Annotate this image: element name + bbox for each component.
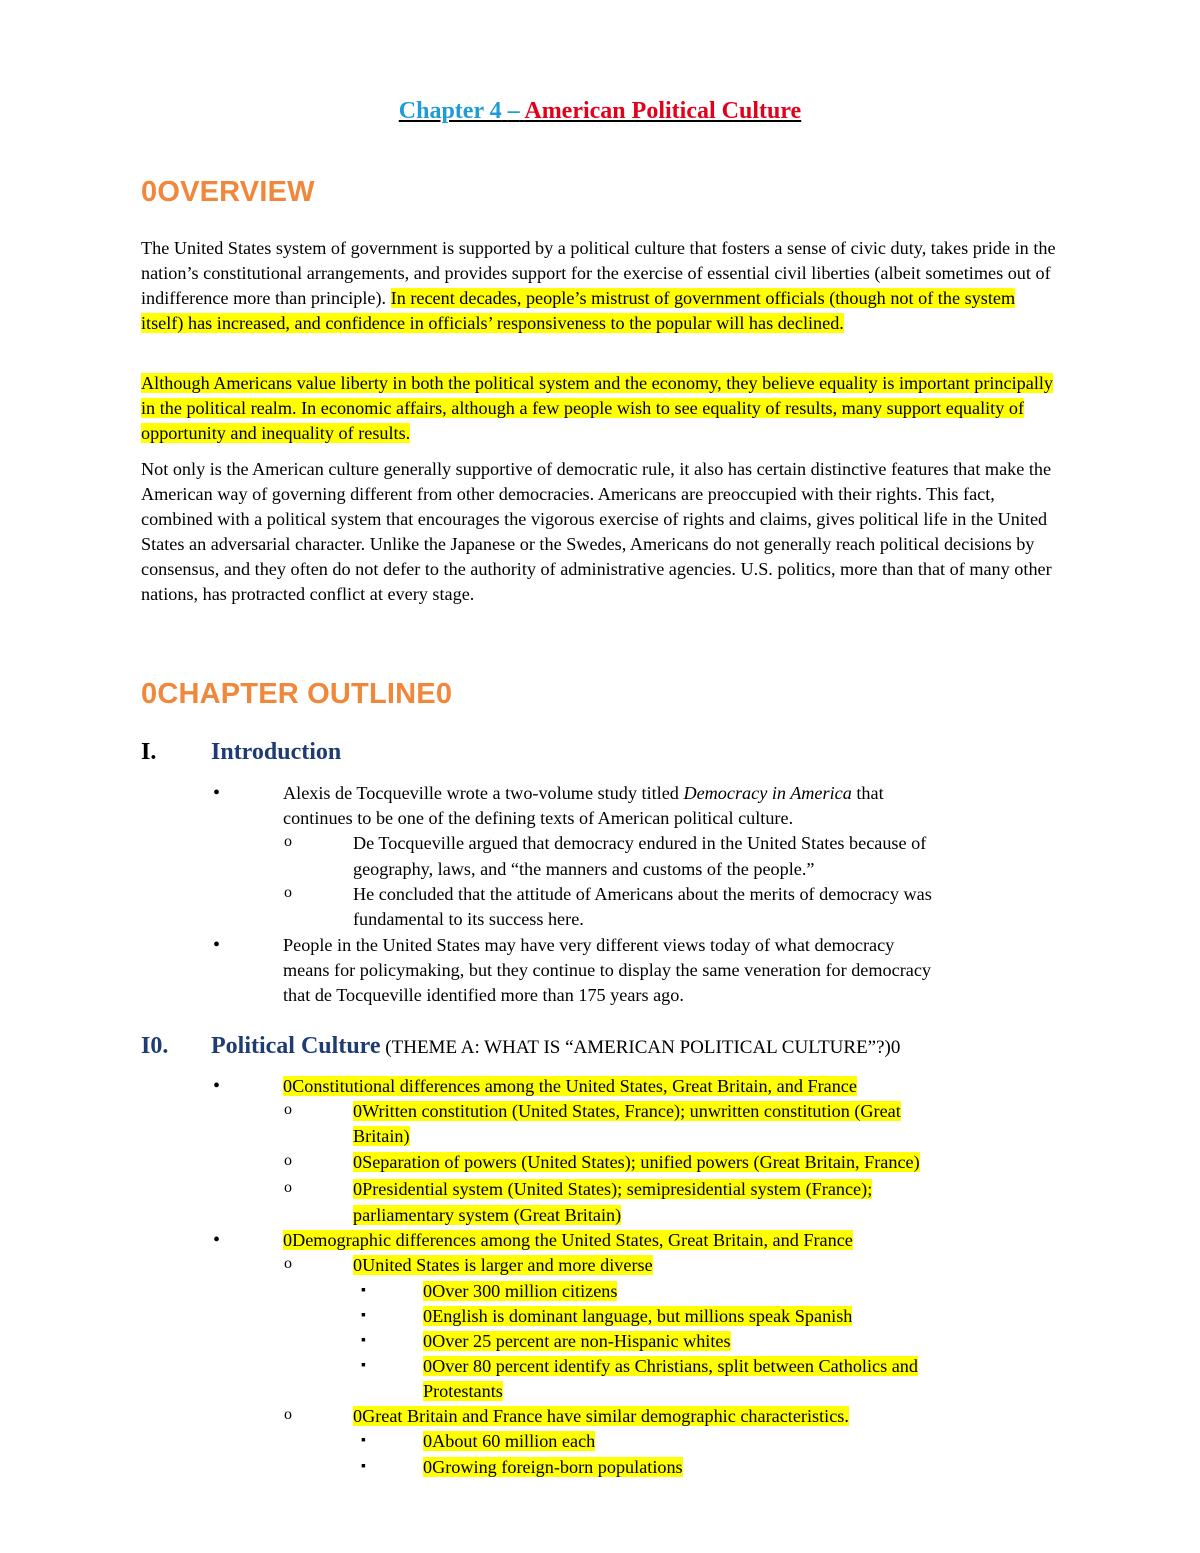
overview-paragraph-2 — [141, 371, 1056, 446]
section-1-title: Introduction — [211, 739, 342, 765]
s2-b1-s1-line1 — [353, 1099, 901, 1124]
s2-b2-s1-i4-text2: Protestants — [423, 1381, 503, 1401]
s2-b2-s1-i4-line1 — [423, 1354, 918, 1379]
sub-bullet-icon: o — [284, 833, 292, 850]
s2-b2-s1-i3 — [423, 1329, 731, 1354]
s2-b1-s3-line2 — [353, 1203, 621, 1228]
s2-b2-s2-text: 0Great Britain and France have similar demographic characteristics. — [353, 1406, 849, 1426]
square-bullet-icon: ▪ — [361, 1358, 366, 1373]
s1-b1-book-title: Democracy in America — [683, 783, 852, 803]
sub-bullet-icon: o — [284, 884, 292, 901]
s2-b2-s1-i1-text: 0Over 300 million citizens — [423, 1281, 618, 1301]
s2-b2-s1-i4-text1: 0Over 80 percent identify as Christians, split between Catholics and — [423, 1356, 918, 1376]
section-2-number: I0. — [141, 1033, 169, 1059]
s2-b2-s1-i2-text: 0English is dominant language, but millions speak Spanish — [423, 1306, 853, 1326]
section-2-title-text: Political Culture — [211, 1033, 381, 1059]
sub-bullet-icon: o — [284, 1255, 292, 1272]
s2-b2-s2 — [353, 1404, 849, 1429]
s2-b2-s1-text: 0United States is larger and more diverse — [353, 1255, 653, 1275]
square-bullet-icon: ▪ — [361, 1283, 366, 1298]
s2-b2 — [283, 1228, 853, 1253]
s2-b1 — [283, 1074, 857, 1099]
outline-heading: 0CHAPTER OUTLINE0 — [141, 678, 453, 710]
s2-b1-s1-text1: 0Written constitution (United States, France); unwritten constitution (Great — [353, 1101, 901, 1121]
s2-b2-s2-i1-text: 0About 60 million each — [423, 1431, 596, 1451]
s2-b1-s3-text2: parliamentary system (Great Britain) — [353, 1205, 622, 1225]
bullet-icon: • — [213, 782, 221, 804]
s2-b2-s1-i2 — [423, 1304, 852, 1329]
s2-b2-s2-i2 — [423, 1455, 683, 1480]
s2-b2-s1-i1 — [423, 1279, 617, 1304]
s1-b2-line1: People in the United States may have very different views today of what democracy — [283, 935, 895, 955]
square-bullet-icon: ▪ — [361, 1433, 366, 1448]
s1-b2-line3: that de Tocqueville identified more than 175 years ago. — [283, 985, 684, 1005]
title-dash: – — [507, 98, 520, 124]
s1-b1-text-b: that — [856, 783, 884, 803]
s1-sub1-line1: De Tocqueville argued that democracy endured in the United States because of — [353, 833, 927, 853]
s2-b2-s2-i2-text: 0Growing foreign-born populations — [423, 1457, 683, 1477]
s2-b2-text: 0Demographic differences among the United States, Great Britain, and France — [283, 1230, 853, 1250]
bullet-icon: • — [213, 934, 221, 956]
overview-p1-highlight: In recent decades, people’s mistrust of government officials (though not of the system itself) has increased, and confidence in officials’ responsiveness to the popular will has declined. — [141, 288, 1016, 333]
square-bullet-icon: ▪ — [361, 1459, 366, 1474]
s2-b1-text: 0Constitutional differences among the United States, Great Britain, and France — [283, 1076, 857, 1096]
title-subject: American Political Culture — [524, 98, 802, 124]
s1-b1-line2: continues to be one of the defining texts of American political culture. — [283, 808, 794, 828]
s2-b1-s2 — [353, 1150, 920, 1175]
s1-b1-line1 — [283, 781, 884, 806]
sub-bullet-icon: o — [284, 1152, 292, 1169]
square-bullet-icon: ▪ — [361, 1333, 366, 1348]
bullet-icon: • — [213, 1229, 221, 1251]
s2-b2-s1-i4-line2 — [423, 1379, 503, 1404]
s2-b2-s2-i1 — [423, 1429, 595, 1454]
s2-b1-s2-text: 0Separation of powers (United States); unified powers (Great Britain, France) — [353, 1152, 920, 1172]
overview-paragraph-1 — [141, 236, 1056, 336]
overview-paragraph-3: Not only is the American culture generally supportive of democratic rule, it also has certain distinctive features that make the American way of governing different from other democracies. Americans are preoccupied with their rights. This fact, combined with a political system that encourages the vigorous exercise of rights and claims, gives political life in the United States an adversarial character. Unlike the Japanese or the Swedes, Americans do not generally reach political decisions by consensus, and they often do not defer to the authority of administrative agencies. U.S. politics, more than that of many other nations, has protracted conflict at every stage. — [141, 459, 1052, 604]
page-title — [0, 98, 1200, 125]
s2-b2-s1-i3-text: 0Over 25 percent are non-Hispanic whites — [423, 1331, 731, 1351]
overview-p2-highlight: Although Americans value liberty in both the political system and the economy, they believe equality is important principally in the political realm. In economic affairs, although a few people wish to see equality of results, many support equality of opportunity and inequality of results. — [141, 373, 1054, 443]
s2-b1-s3-line1 — [353, 1177, 872, 1202]
s2-b1-s1-text2: Britain) — [353, 1126, 410, 1146]
section-2-theme: (THEME A: WHAT IS “AMERICAN POLITICAL CULTURE”?)0 — [380, 1037, 901, 1058]
s1-sub2-line1: He concluded that the attitude of Americans about the merits of democracy was — [353, 884, 932, 904]
bullet-icon: • — [213, 1075, 221, 1097]
s1-sub2-line2: fundamental to its success here. — [353, 909, 584, 929]
square-bullet-icon: ▪ — [361, 1308, 366, 1323]
overview-p1-text: The United States system of government is supported by a political culture that fosters a sense of civic duty, takes pride in the nation’s constitutional arrangements, and provides support for the exercise of essential civil liberties (albeit sometimes out of indifference more than principle). — [141, 238, 1056, 308]
s2-b1-s3-text1: 0Presidential system (United States); semipresidential system (France); — [353, 1179, 873, 1199]
s2-b2-s1 — [353, 1253, 653, 1278]
overview-heading: 0OVERVIEW — [141, 176, 315, 208]
section-2-title — [211, 1033, 900, 1060]
sub-bullet-icon: o — [284, 1406, 292, 1423]
s1-b1-text-a: Alexis de Tocqueville wrote a two-volume study titled — [283, 783, 679, 803]
title-chapter: Chapter 4 — [398, 98, 502, 124]
sub-bullet-icon: o — [284, 1179, 292, 1196]
section-1-number: I. — [141, 739, 157, 765]
sub-bullet-icon: o — [284, 1101, 292, 1118]
s2-b1-s1-line2 — [353, 1124, 410, 1149]
s1-sub1-line2: geography, laws, and “the manners and customs of the people.” — [353, 859, 815, 879]
s1-b2-line2: means for policymaking, but they continue to display the same veneration for democracy — [283, 960, 931, 980]
